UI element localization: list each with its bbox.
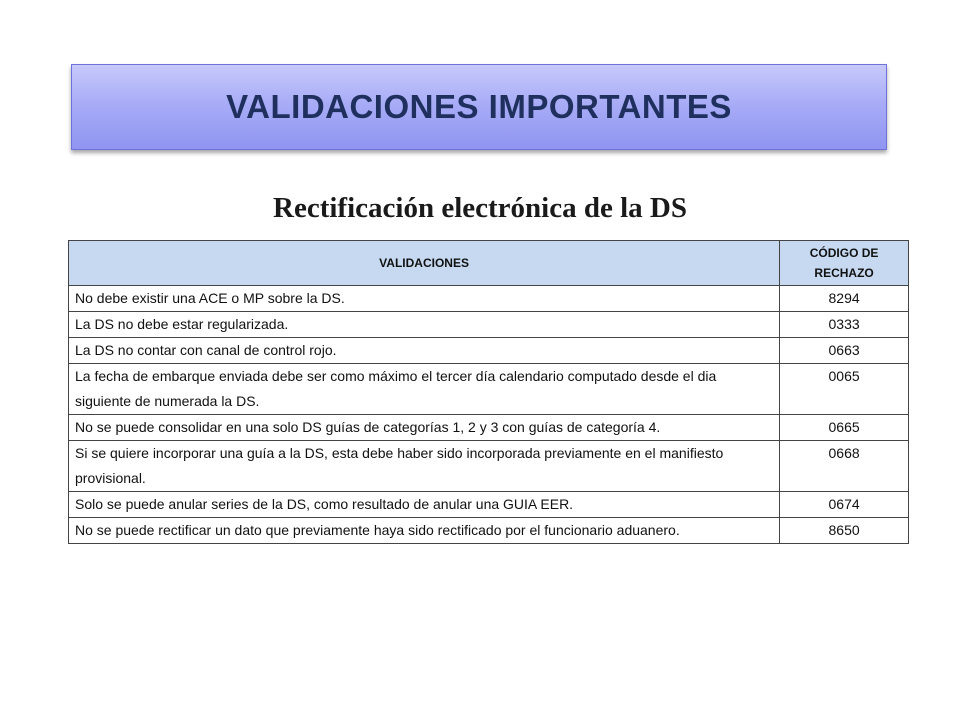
validations-table <box>68 240 909 544</box>
rejection-code: 0065 <box>780 364 909 415</box>
rejection-code: 0665 <box>780 415 909 441</box>
page-title: VALIDACIONES IMPORTANTES <box>226 88 732 125</box>
rejection-code: 0333 <box>780 312 909 338</box>
table-row <box>69 364 909 415</box>
title-banner <box>71 64 887 150</box>
validation-description: No se puede rectificar un dato que previamente haya sido rectificado por el funcionario aduanero. <box>69 518 780 544</box>
table-row <box>69 518 909 544</box>
table-row <box>69 492 909 518</box>
validation-description: Si se quiere incorporar una guía a la DS, esta debe haber sido incorporada previamente en el manifiesto provisional. <box>69 441 780 492</box>
column-header-codigo-rechazo: CÓDIGO DE RECHAZO <box>780 241 909 286</box>
validation-description: La fecha de embarque enviada debe ser como máximo el tercer día calendario computado desde el dia siguiente de numerada la DS. <box>69 364 780 415</box>
rejection-code: 0668 <box>780 441 909 492</box>
validation-description: No debe existir una ACE o MP sobre la DS. <box>69 286 780 312</box>
table-row <box>69 415 909 441</box>
table-header-row <box>69 241 909 286</box>
validation-description: No se puede consolidar en una solo DS guías de categorías 1, 2 y 3 con guías de categoría 4. <box>69 415 780 441</box>
rejection-code: 8294 <box>780 286 909 312</box>
rejection-code: 8650 <box>780 518 909 544</box>
rejection-code: 0663 <box>780 338 909 364</box>
column-header-validaciones: VALIDACIONES <box>69 241 780 286</box>
validation-description: La DS no debe estar regularizada. <box>69 312 780 338</box>
validation-description: La DS no contar con canal de control rojo. <box>69 338 780 364</box>
table-row <box>69 312 909 338</box>
section-subtitle: Rectificación electrónica de la DS <box>273 192 687 224</box>
rejection-code: 0674 <box>780 492 909 518</box>
table-row <box>69 338 909 364</box>
table-row <box>69 286 909 312</box>
table-row <box>69 441 909 492</box>
validation-description: Solo se puede anular series de la DS, como resultado de anular una GUIA EER. <box>69 492 780 518</box>
